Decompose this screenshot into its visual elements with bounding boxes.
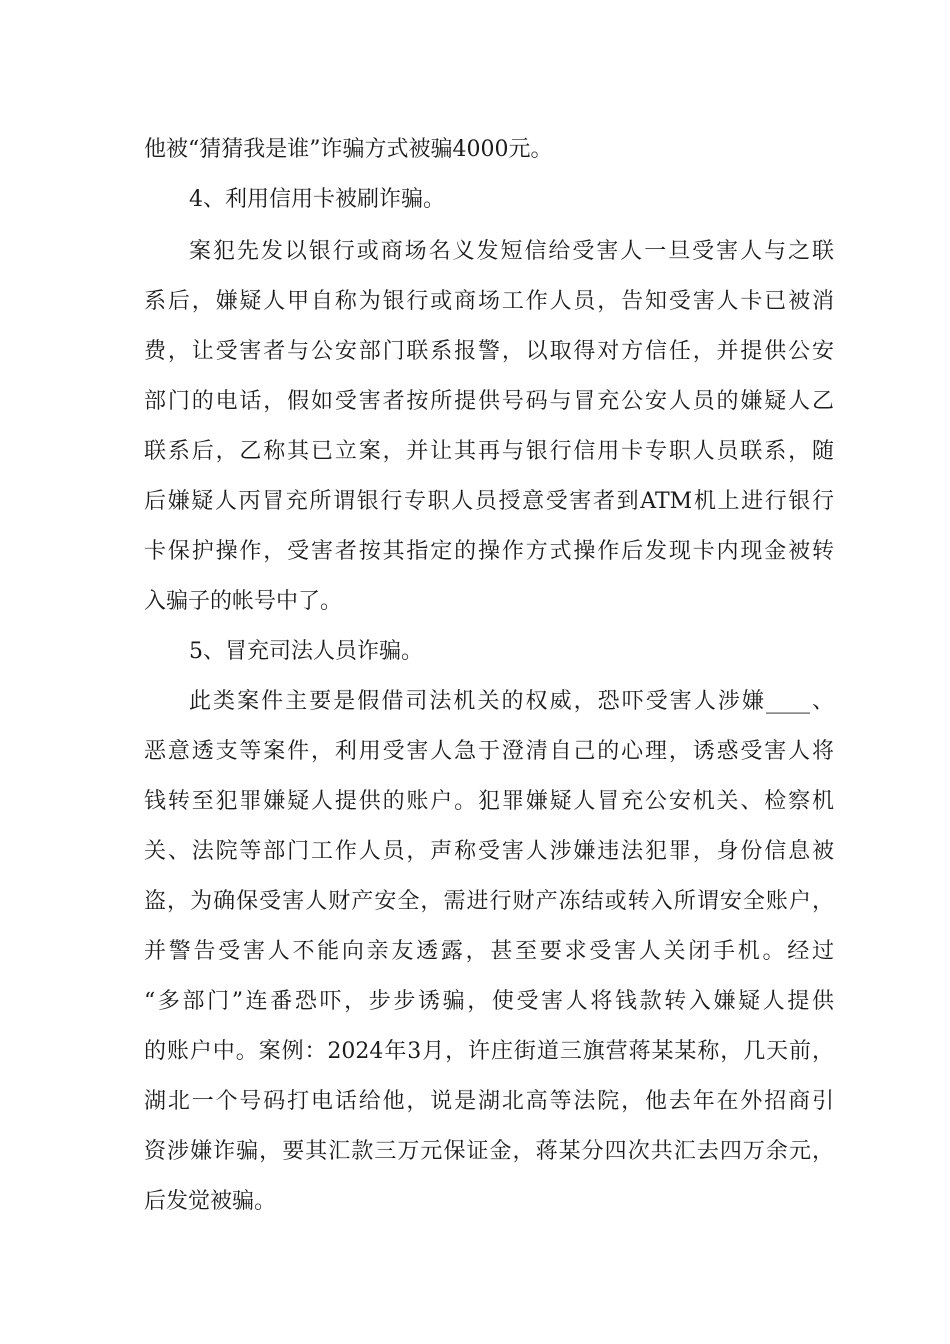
text-line: 入骗子的帐号中了。: [144, 589, 343, 614]
section-heading: 5、冒充司法人员诈骗。: [189, 639, 423, 664]
text-line: 部门的电话，假如受害者按所提供号码与冒充公安人员的嫌疑人乙: [144, 389, 834, 414]
text-line: 卡保护操作，受害者按其指定的操作方式操作后发现卡内现金被转: [144, 539, 834, 564]
text-line: 恶意透支等案件，利用受害人急于澄清自己的心理，诱惑受害人将: [144, 739, 834, 764]
text-line: 湖北一个号码打电话给他，说是湖北高等法院，他去年在外招商引: [144, 1089, 834, 1114]
text-line: 此类案件主要是假借司法机关的权威，恐吓受害人涉嫌____、: [189, 689, 834, 714]
text-line: 钱转至犯罪嫌疑人提供的账户。犯罪嫌疑人冒充公安机关、检察机: [144, 789, 834, 814]
text-line: 关、法院等部门工作人员，声称受害人涉嫌违法犯罪，身份信息被: [144, 839, 834, 864]
text-line: 并警告受害人不能向亲友透露，甚至要求受害人关闭手机。经过: [144, 939, 834, 964]
text-line: 的账户中。案例：2024年3月，许庄街道三旗营蒋某某称，几天前，: [144, 1039, 834, 1064]
text-line: “多部门”连番恐吓，步步诱骗，使受害人将钱款转入嫌疑人提供: [144, 989, 834, 1014]
text-line: 他被“猜猜我是谁”诈骗方式被骗4000元。: [144, 137, 553, 162]
text-line: 盗，为确保受害人财产安全，需进行财产冻结或转入所谓安全账户，: [144, 889, 834, 914]
text-line: 案犯先发以银行或商场名义发短信给受害人一旦受害人与之联: [189, 239, 834, 264]
text-line: 后发觉被骗。: [144, 1189, 277, 1214]
text-line: 联系后，乙称其已立案，并让其再与银行信用卡专职人员联系，随: [144, 439, 834, 464]
section-heading: 4、利用信用卡被刷诈骗。: [189, 187, 445, 212]
text-line: 系后，嫌疑人甲自称为银行或商场工作人员，告知受害人卡已被消: [144, 289, 834, 314]
text-line: 资涉嫌诈骗，要其汇款三万元保证金，蒋某分四次共汇去四万余元，: [144, 1139, 834, 1164]
text-line: 费，让受害者与公安部门联系报警，以取得对方信任，并提供公安: [144, 339, 834, 364]
text-line: 后嫌疑人丙冒充所谓银行专职人员授意受害者到ATM机上进行银行: [144, 489, 834, 514]
